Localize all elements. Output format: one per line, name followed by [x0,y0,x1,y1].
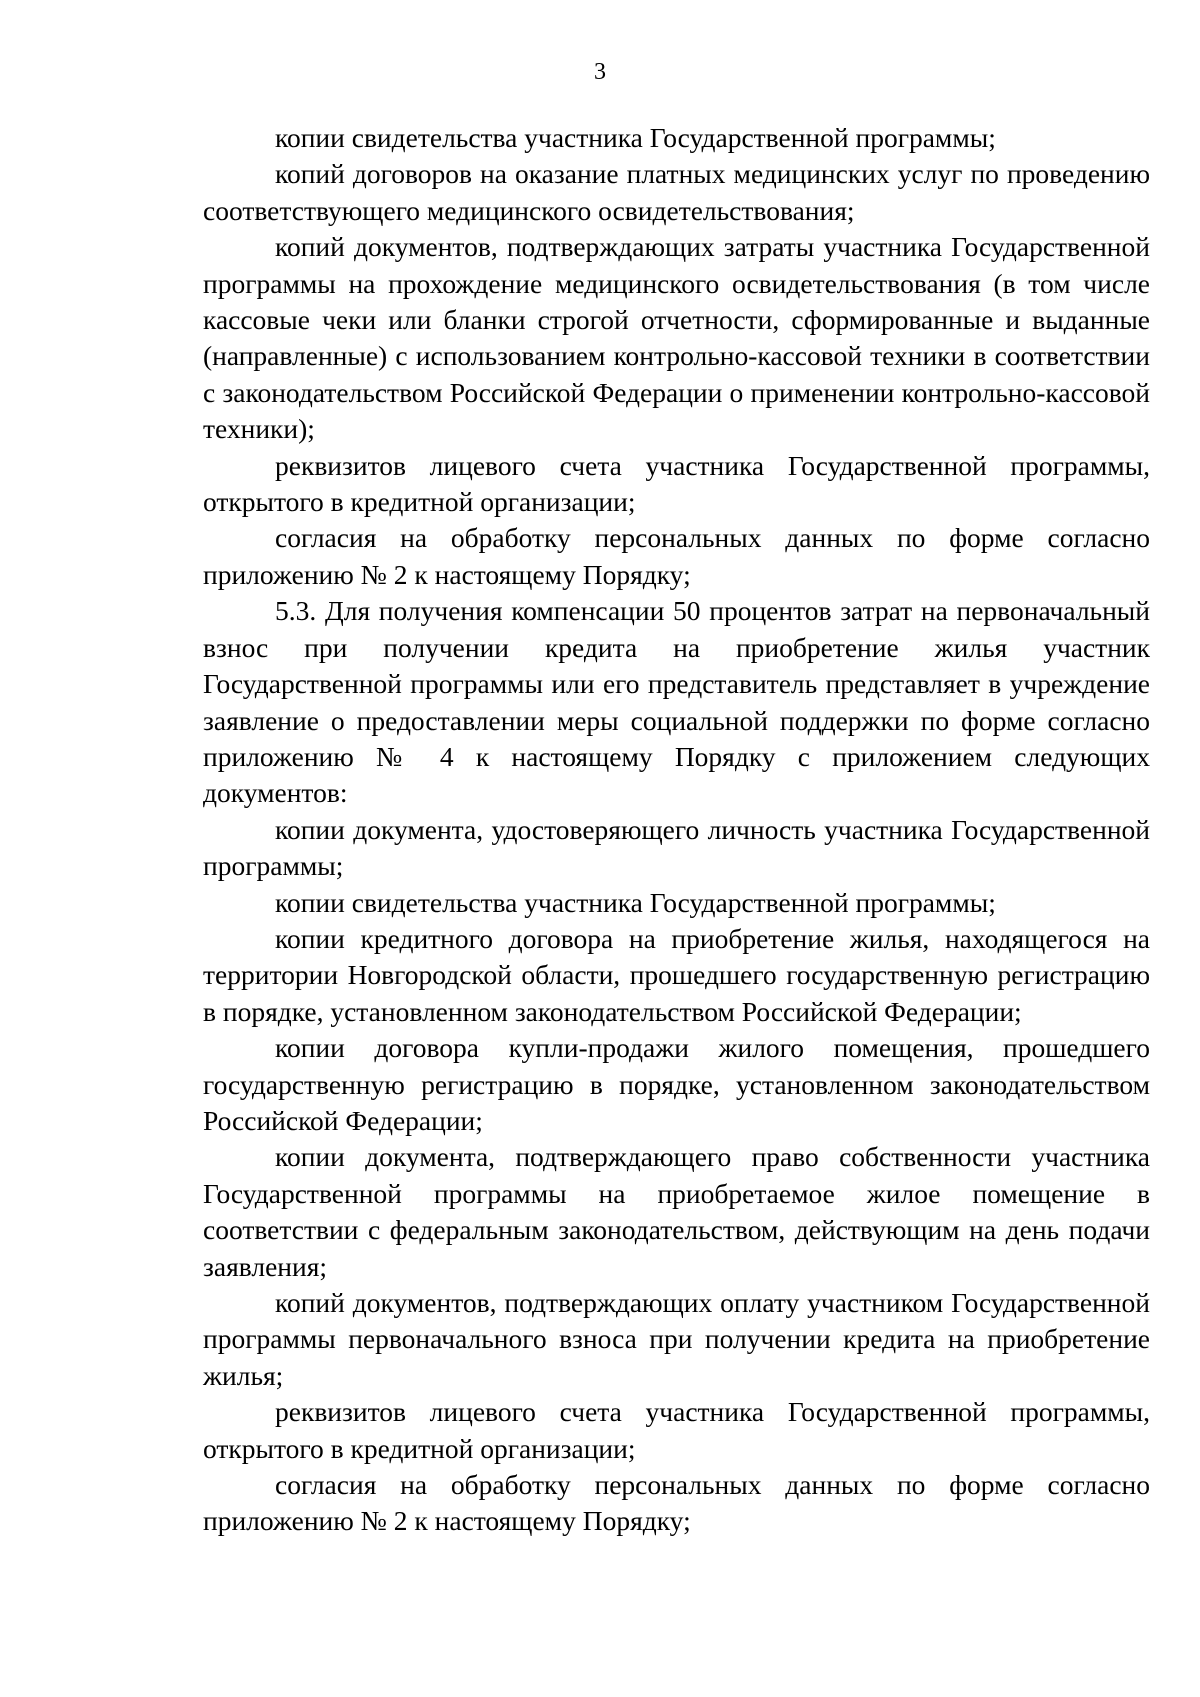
paragraph: копии свидетельства участника Государственной программы; [275,122,996,153]
paragraph: копии договора купли-продажи жилого помещения, прошедшего государственную регистрацию в порядке, установленном законодательством Российской Федерации; [203,1032,1150,1136]
document-body [203,120,1150,1540]
paragraph: согласия на обработку персональных данных по форме согласно приложению № 2 к настоящему Порядку; [203,522,1150,590]
paragraph: копий договоров на оказание платных медицинских услуг по проведению соответствующего медицинского освидетельствования; [203,158,1150,226]
paragraph: реквизитов лицевого счета участника Государственной программы, открытого в кредитной организации; [203,1396,1150,1464]
paragraph: копии документа, подтверждающего право собственности участника Государственной программы на приобретаемое жилое помещение в соответствии с федеральным законодательством, действующим на день подачи заявления; [203,1141,1150,1282]
paragraph: копий документов, подтверждающих оплату участником Государственной программы первоначального взноса при получении кредита на приобретение жилья; [203,1287,1150,1391]
paragraph: копии свидетельства участника Государственной программы; [275,886,996,918]
paragraph: копии кредитного договора на приобретение жилья, находящегося на территории Новгородской области, прошедшего государственную регистрацию в порядке, установленном законодательством Российской Федерации; [203,922,1150,1027]
paragraph: реквизитов лицевого счета участника Государственной программы, открытого в кредитной организации; [203,449,1150,518]
section-paragraph: 5.3. Для получения компенсации 50 процентов затрат на первоначальный взнос при получении кредита на приобретение жилья участник Государственной программы или его представитель представляет в учреждение заявление о предоставлении меры социальной поддержки по форме согласно приложению № 4 к настоящему Порядку с приложением следующих документов: [203,595,1150,809]
paragraph: копий документов, подтверждающих затраты участника Государственной программы на прохождение медицинского освидетельствования (в том числе кассовые чеки или бланки строгой отчетности, сформированные и выданные (направленные) с использованием контрольно-кассовой техники в соответствии с законодательством Российской Федерации о применении контрольно-кассовой техники); [203,231,1150,445]
page-number: 3 [594,59,606,85]
paragraph: копии документа, удостоверяющего личность участника Государственной программы; [203,813,1150,882]
paragraph: согласия на обработку персональных данных по форме согласно приложению № 2 к настоящему Порядку; [203,1469,1150,1537]
